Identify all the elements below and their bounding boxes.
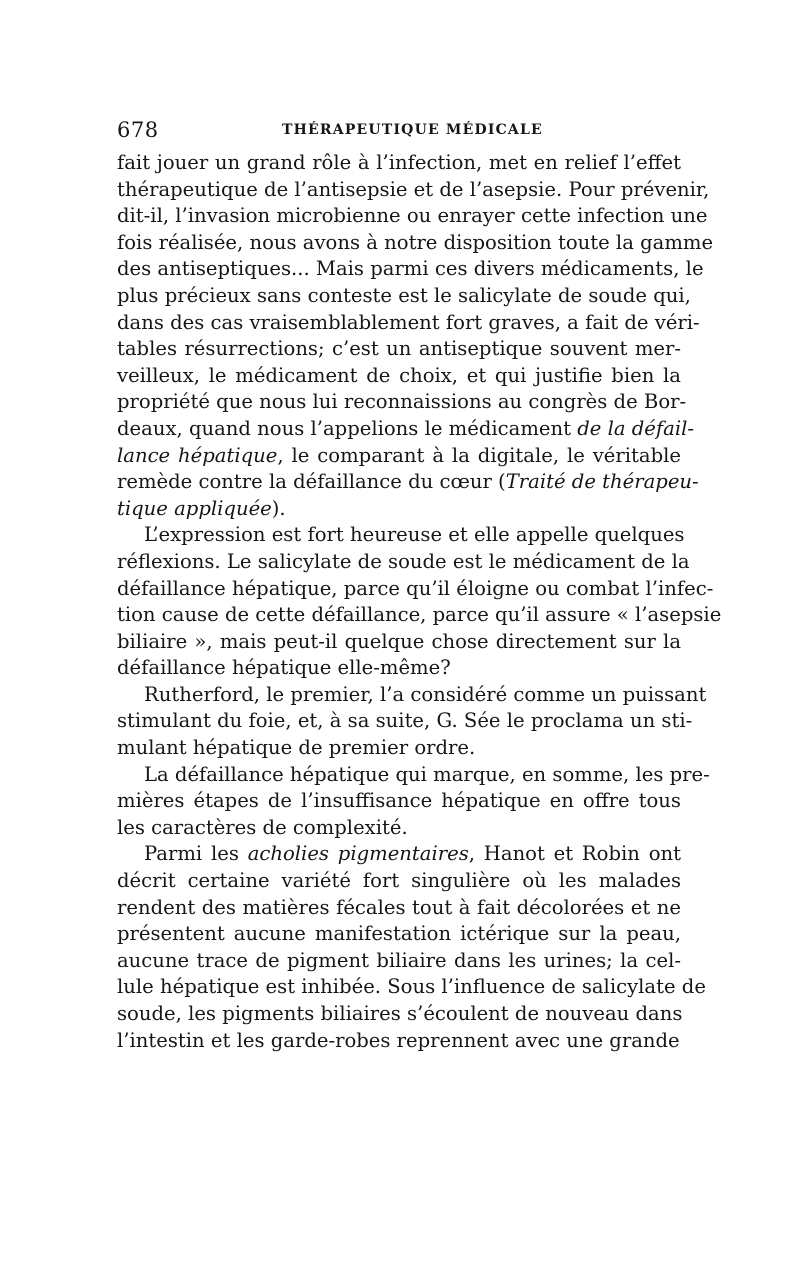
text-line: dit-il, l’invasion microbienne ou enrayer cette infection une	[117, 204, 708, 228]
text-line: les caractères de complexité.	[117, 815, 408, 839]
text-line: défaillance hépatique elle-même?	[117, 656, 451, 680]
text-line: fois réalisée, nous avons à notre disposition toute la gamme	[117, 230, 714, 254]
text-line: Parmi les acholies pigmentaires, Hanot et Robin ont	[144, 842, 681, 866]
text-line: La défaillance hépatique qui marque, en somme, les pre-	[144, 762, 710, 786]
text-line: Rutherford, le premier, l’a considéré comme un puissant	[144, 682, 707, 706]
text-line: dans des cas vraisemblablement fort graves, a fait de véri-	[117, 310, 700, 334]
running-title: THÉRAPEUTIQUE MÉDICALE	[282, 122, 543, 138]
paragraph	[117, 150, 714, 522]
text-line: des antiseptiques... Mais parmi ces divers médicaments, le	[117, 257, 704, 281]
text-line: veilleux, le médicament de choix, et qui justifie bien la	[117, 363, 681, 387]
text-line: tion cause de cette défaillance, parce qu’il assure « l’asepsie	[117, 603, 722, 627]
text-line: défaillance hépatique, parce qu’il éloigne ou combat l’infec-	[117, 576, 714, 600]
text-line: biliaire », mais peut-il quelque chose directement sur la	[117, 629, 681, 653]
text-line: remède contre la défaillance du cœur (Traité de thérapeu-	[117, 470, 699, 494]
text-line: plus précieux sans conteste est le salicylate de soude qui,	[117, 283, 691, 307]
text-line: mières étapes de l’insuffisance hépatique en offre tous	[117, 789, 681, 813]
book-page	[117, 118, 722, 1054]
page-number: 678	[117, 118, 159, 142]
text-line: soude, les pigments biliaires s’écoulent de nouveau dans	[117, 1002, 683, 1025]
text-line: L’expression est fort heureuse et elle appelle quelques	[144, 523, 685, 547]
text-line: décrit certaine variété fort singulière où les malades	[117, 869, 681, 893]
text-line: thérapeutique de l’antisepsie et de l’asepsie. Pour prévenir,	[117, 177, 710, 201]
text-line: rendent des matières fécales tout à fait décolorées et ne	[117, 895, 681, 919]
running-head	[117, 118, 681, 144]
text-line: tables résurrections; c’est un antiseptique souvent mer-	[117, 337, 681, 361]
text-line: deaux, quand nous l’appelions le médicament de la défail-	[117, 416, 694, 440]
text-line: mulant hépatique de premier ordre.	[117, 736, 476, 760]
text-line: propriété que nous lui reconnaissions au congrès de Bor-	[117, 390, 687, 414]
paragraph	[117, 682, 707, 762]
body-text	[117, 150, 722, 1054]
text-line: réflexions. Le salicylate de soude est le médicament de la	[117, 549, 690, 573]
text-line: tique appliquée).	[117, 496, 286, 520]
text-line: l’intestin et les garde-robes reprennent avec une grande	[117, 1028, 680, 1052]
paragraph	[117, 762, 710, 842]
paragraph	[117, 841, 706, 1054]
text-line: fait jouer un grand rôle à l’infection, met en relief l’effet	[117, 151, 681, 174]
text-line: aucune trace de pigment biliaire dans les urines; la cel-	[117, 948, 681, 972]
text-line: stimulant du foie, et, à sa suite, G. Sée le proclama un sti-	[117, 709, 693, 733]
text-line: lule hépatique est inhibée. Sous l’influence de salicylate de	[117, 975, 706, 999]
text-line: présentent aucune manifestation ictérique sur la peau,	[117, 922, 681, 946]
text-line: lance hépatique, le comparant à la digitale, le véritable	[117, 443, 681, 467]
paragraph	[117, 522, 722, 682]
